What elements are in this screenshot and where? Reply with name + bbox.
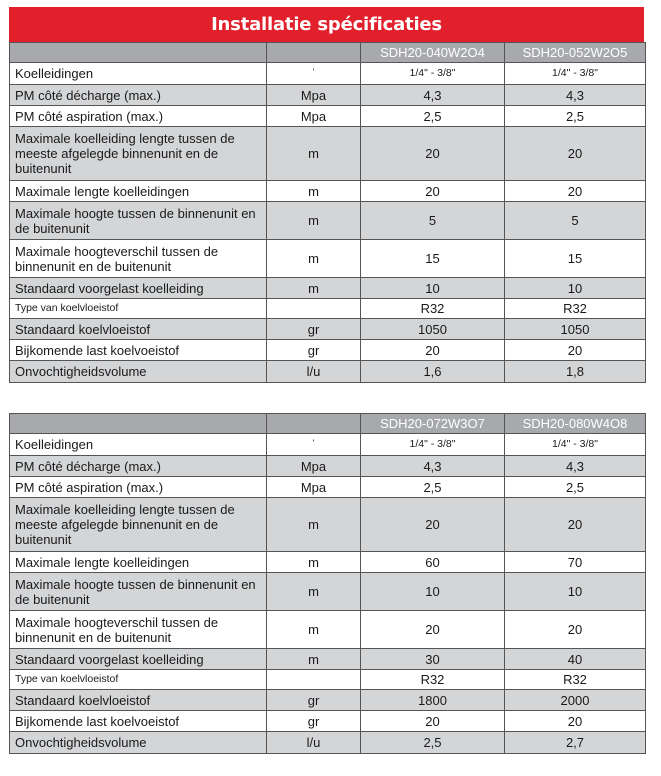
row-value: 4,3 (505, 456, 646, 477)
row-value: 4,3 (505, 85, 646, 106)
row-label: PM côté aspiration (max.) (10, 106, 267, 127)
row-unit: ' (267, 63, 361, 85)
row-unit: m (267, 552, 361, 573)
spec-table-1 (9, 42, 646, 383)
model-name: SDH20-052W2O5 (505, 43, 646, 63)
row-value: 2,5 (505, 106, 646, 127)
table-row (10, 434, 646, 456)
row-value: 15 (361, 240, 505, 278)
row-value: R32 (505, 670, 646, 690)
row-value: 20 (505, 498, 646, 552)
row-label: Onvochtigheidsvolume (10, 361, 267, 383)
row-value: 20 (505, 340, 646, 361)
table-row (10, 278, 646, 299)
row-value: 1/4" - 3/8" (361, 63, 505, 85)
row-value: 2,5 (361, 732, 505, 754)
row-value: 20 (505, 711, 646, 732)
row-unit: m (267, 127, 361, 181)
row-value: 30 (361, 649, 505, 670)
table-row (10, 498, 646, 552)
row-value: R32 (361, 299, 505, 319)
row-unit: Mpa (267, 456, 361, 477)
model-name: SDH20-080W4O8 (505, 414, 646, 434)
row-label: Standaard koelvloeistof (10, 319, 267, 340)
table-row (10, 106, 646, 127)
row-value: 40 (505, 649, 646, 670)
row-label: Koelleidingen (10, 63, 267, 85)
row-value: 1,8 (505, 361, 646, 383)
row-unit: gr (267, 711, 361, 732)
model-header-row (10, 414, 646, 434)
row-value: 1050 (361, 319, 505, 340)
table-row (10, 477, 646, 498)
table-row (10, 456, 646, 477)
row-unit: m (267, 498, 361, 552)
row-value: 20 (361, 498, 505, 552)
row-value: R32 (361, 670, 505, 690)
row-unit: l/u (267, 732, 361, 754)
row-value: 10 (361, 278, 505, 299)
model-name: SDH20-072W3O7 (361, 414, 505, 434)
table-row (10, 611, 646, 649)
table-row (10, 361, 646, 383)
model-header-row (10, 43, 646, 63)
row-value: 5 (361, 202, 505, 240)
row-label: Type van koelvloeistof (10, 670, 267, 690)
table-row (10, 573, 646, 611)
row-value: 2000 (505, 690, 646, 711)
row-value: 4,3 (361, 85, 505, 106)
row-label: Maximale lengte koelleidingen (10, 552, 267, 573)
row-label: PM côté aspiration (max.) (10, 477, 267, 498)
row-unit: m (267, 240, 361, 278)
row-label: Maximale koelleiding lengte tussen de meeste afgelegde binnenunit en de buitenunit (10, 498, 267, 552)
header-blank-cell (267, 414, 361, 434)
row-unit: m (267, 573, 361, 611)
row-value: 60 (361, 552, 505, 573)
row-unit: m (267, 202, 361, 240)
row-value: 20 (361, 127, 505, 181)
row-unit (267, 299, 361, 319)
row-unit: m (267, 649, 361, 670)
row-value: R32 (505, 299, 646, 319)
row-label: PM côté décharge (max.) (10, 85, 267, 106)
row-value: 20 (361, 181, 505, 202)
row-label: Koelleidingen (10, 434, 267, 456)
row-value: 2,5 (505, 477, 646, 498)
header-blank-cell (10, 414, 267, 434)
row-value: 10 (505, 278, 646, 299)
row-label: Type van koelvloeistof (10, 299, 267, 319)
row-unit: ' (267, 434, 361, 456)
row-label: Maximale hoogte tussen de binnenunit en de buitenunit (10, 202, 267, 240)
row-unit: gr (267, 319, 361, 340)
model-name: SDH20-040W2O4 (361, 43, 505, 63)
row-unit: gr (267, 340, 361, 361)
table-row (10, 63, 646, 85)
table-row (10, 202, 646, 240)
row-label: Maximale hoogteverschil tussen de binnenunit en de buitenunit (10, 240, 267, 278)
row-value: 20 (361, 611, 505, 649)
row-value: 20 (505, 127, 646, 181)
row-label: Bijkomende last koelvoeistof (10, 340, 267, 361)
row-unit: l/u (267, 361, 361, 383)
table-row (10, 181, 646, 202)
row-value: 2,5 (361, 106, 505, 127)
row-label: Onvochtigheidsvolume (10, 732, 267, 754)
table-row (10, 670, 646, 690)
row-unit: m (267, 611, 361, 649)
row-value: 1,6 (361, 361, 505, 383)
table-row (10, 85, 646, 106)
table-row (10, 240, 646, 278)
table-row (10, 711, 646, 732)
row-value: 4,3 (361, 456, 505, 477)
row-value: 2,5 (361, 477, 505, 498)
row-unit: gr (267, 690, 361, 711)
row-unit: Mpa (267, 477, 361, 498)
table-row (10, 552, 646, 573)
row-unit: m (267, 181, 361, 202)
row-label: Maximale hoogteverschil tussen de binnenunit en de buitenunit (10, 611, 267, 649)
row-label: Bijkomende last koelvoeistof (10, 711, 267, 732)
row-value: 20 (361, 340, 505, 361)
row-label: Standaard voorgelast koelleiding (10, 278, 267, 299)
row-unit (267, 670, 361, 690)
row-label: Maximale lengte koelleidingen (10, 181, 267, 202)
header-blank-cell (267, 43, 361, 63)
row-value: 1/4" - 3/8" (505, 434, 646, 456)
table-row (10, 127, 646, 181)
table-row (10, 649, 646, 670)
row-value: 20 (505, 181, 646, 202)
row-value: 20 (361, 711, 505, 732)
row-label: Standaard voorgelast koelleiding (10, 649, 267, 670)
row-value: 15 (505, 240, 646, 278)
row-value: 1/4" - 3/8" (505, 63, 646, 85)
row-unit: m (267, 278, 361, 299)
table-row (10, 299, 646, 319)
row-value: 1/4" - 3/8" (361, 434, 505, 456)
row-value: 1800 (361, 690, 505, 711)
row-label: Standaard koelvloeistof (10, 690, 267, 711)
row-value: 70 (505, 552, 646, 573)
row-label: PM côté décharge (max.) (10, 456, 267, 477)
table-row (10, 319, 646, 340)
row-label: Maximale hoogte tussen de binnenunit en de buitenunit (10, 573, 267, 611)
row-label: Maximale koelleiding lengte tussen de meeste afgelegde binnenunit en de buitenunit (10, 127, 267, 181)
row-value: 20 (505, 611, 646, 649)
page-title: Installatie spécificaties (9, 7, 644, 42)
row-value: 1050 (505, 319, 646, 340)
row-value: 5 (505, 202, 646, 240)
row-value: 10 (505, 573, 646, 611)
header-blank-cell (10, 43, 267, 63)
row-unit: Mpa (267, 85, 361, 106)
spec-table-2 (9, 413, 646, 754)
row-unit: Mpa (267, 106, 361, 127)
row-value: 2,7 (505, 732, 646, 754)
table-row (10, 732, 646, 754)
table-row (10, 690, 646, 711)
row-value: 10 (361, 573, 505, 611)
table-row (10, 340, 646, 361)
